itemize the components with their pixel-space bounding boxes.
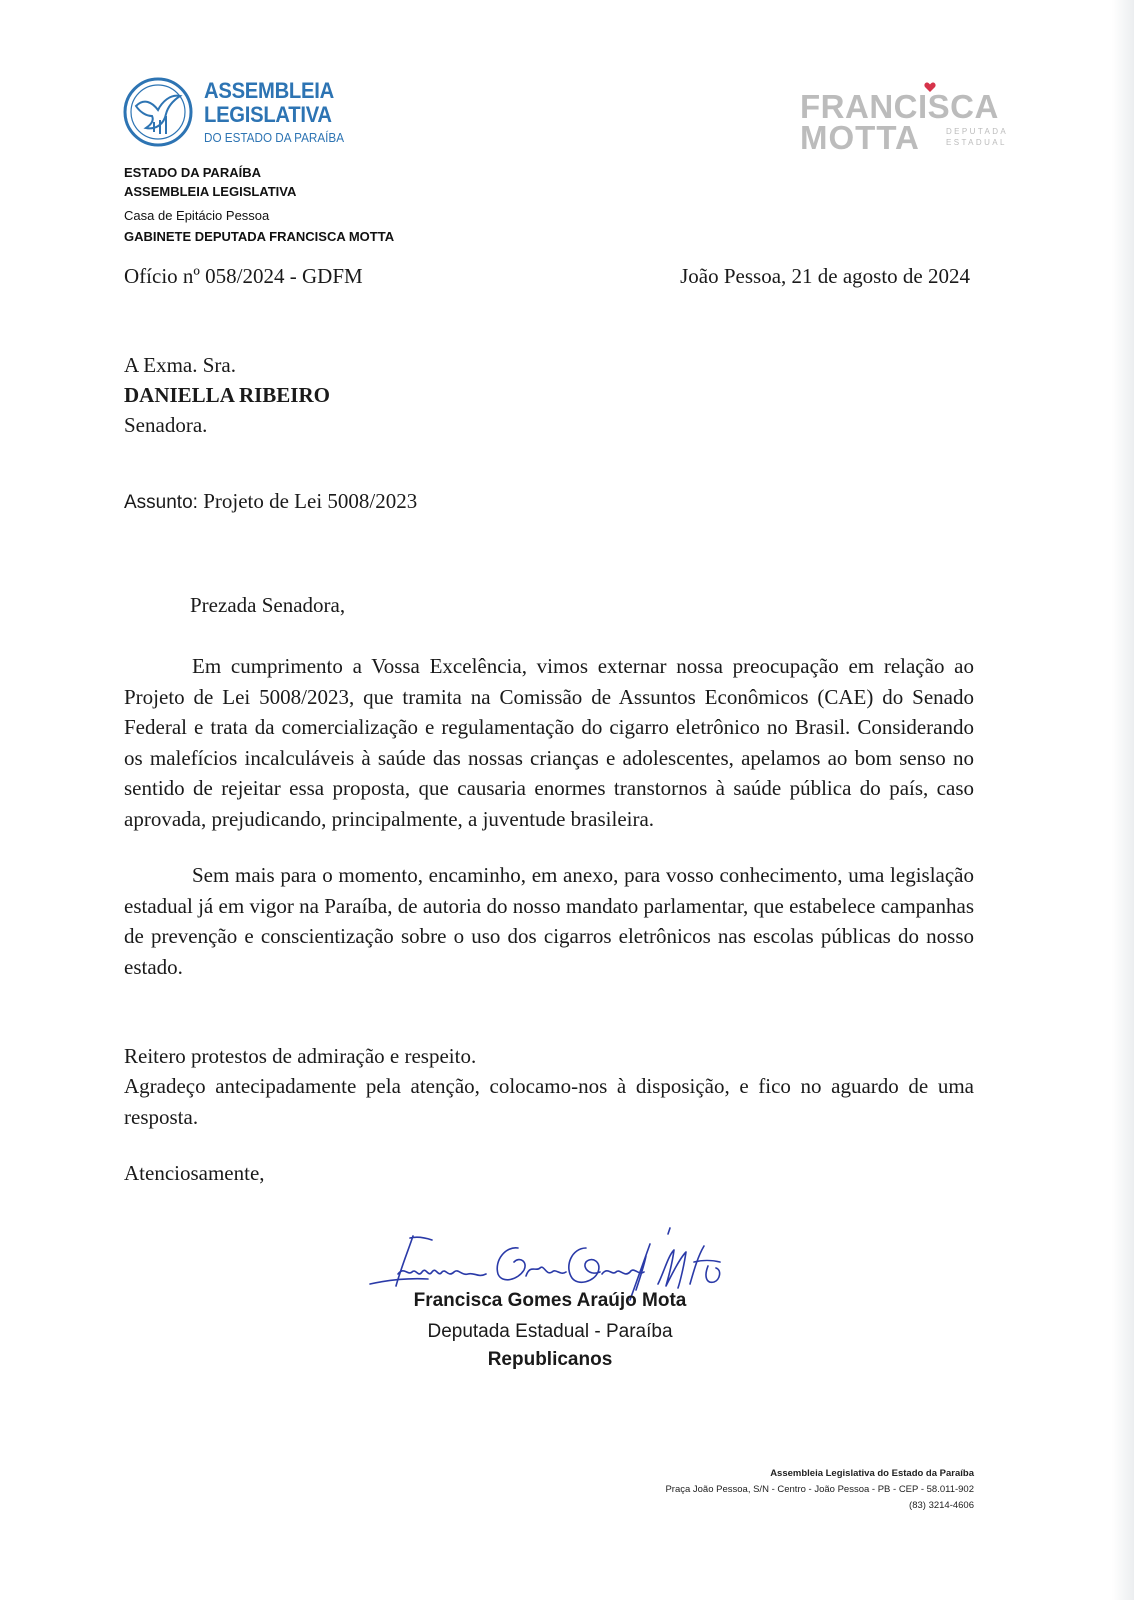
sign-off: Atenciosamente, bbox=[124, 1161, 265, 1185]
logo-line-legislativa: LEGISLATIVA bbox=[204, 102, 332, 127]
deputy-logo-subtitle-1: DEPUTADA bbox=[946, 127, 1009, 136]
deputy-logo-first-name: FRANCISCA bbox=[800, 88, 999, 125]
deputy-logo bbox=[800, 82, 1020, 154]
recipient-salutation: A Exma. Sra. bbox=[124, 353, 236, 377]
letter-place-date: João Pessoa, 21 de agosto de 2024 bbox=[680, 264, 970, 288]
deputy-logo-subtitle-2: ESTADUAL bbox=[946, 138, 1007, 147]
signatory-role: Deputada Estadual - Paraíba bbox=[427, 1321, 673, 1342]
recipient-name: DANIELLA RIBEIRO bbox=[124, 383, 330, 407]
recipient-title: Senadora. bbox=[124, 413, 208, 437]
deputy-logo-last-name: MOTTA bbox=[800, 119, 920, 156]
assembly-emblem-icon bbox=[122, 76, 194, 148]
header-office: GABINETE DEPUTADA FRANCISCA MOTTA bbox=[124, 229, 395, 244]
closing-1: Reitero protestos de admiração e respeito. bbox=[124, 1044, 477, 1068]
subject-label: Assunto: bbox=[124, 492, 198, 513]
signatory-party: Republicanos bbox=[487, 1349, 613, 1370]
logo-line-state: DO ESTADO DA PARAÍBA bbox=[204, 130, 345, 145]
header-house: Casa de Epitácio Pessoa bbox=[124, 208, 270, 223]
paragraph-2: Sem mais para o momento, encaminho, em anexo, para vosso conhecimento, uma legislação estadual já em vigor na Paraíba, de autoria do nosso mandato parlamentar, que estabelece campanhas de prevenção e conscientização sobre o uso dos cigarros eletrônicos nas escolas públicas do nosso estado. bbox=[124, 863, 974, 979]
closing-2: Agradeço antecipadamente pela atenção, colocamo-nos à disposição, e fico no aguardo de uma resposta. bbox=[124, 1074, 974, 1129]
greeting: Prezada Senadora, bbox=[190, 593, 346, 617]
letter-reference: Ofício nº 058/2024 - GDFM bbox=[124, 264, 363, 288]
paragraph-1: Em cumprimento a Vossa Excelência, vimos externar nossa preocupação em relação ao Projeto de Lei 5008/2023, que tramita na Comissão de Assuntos Econômicos (CAE) do Senado Federal e trata da comercialização e regulamentação do cigarro eletrônico no Brasil. Considerando os malefícios incalculáveis à saúde das nossas crianças e adolescentes, apelamos ao bom senso no sentido de rejeitar essa proposta, que causaria enormes transtornos à saúde pública do país, caso aprovada, prejudicando, principalmente, a juventude brasileira. bbox=[124, 654, 974, 831]
header-assembly: ASSEMBLEIA LEGISLATIVA bbox=[124, 184, 297, 199]
subject-text: Projeto de Lei 5008/2023 bbox=[203, 489, 418, 513]
header-state: ESTADO DA PARAÍBA bbox=[124, 165, 261, 180]
logo-line-assembleia: ASSEMBLEIA bbox=[204, 78, 334, 103]
page-edge-shadow bbox=[1112, 0, 1134, 1600]
footer-institution: Assembleia Legislativa do Estado da Paraíba bbox=[770, 1468, 974, 1479]
signatory-name: Francisca Gomes Araújo Mota bbox=[413, 1290, 687, 1311]
footer-phone: (83) 3214-4606 bbox=[909, 1500, 974, 1511]
assembly-logo bbox=[122, 76, 360, 148]
footer-address: Praça João Pessoa, S/N - Centro - João Pessoa - PB - CEP - 58.011-902 bbox=[665, 1484, 974, 1495]
subject-line bbox=[124, 489, 417, 514]
